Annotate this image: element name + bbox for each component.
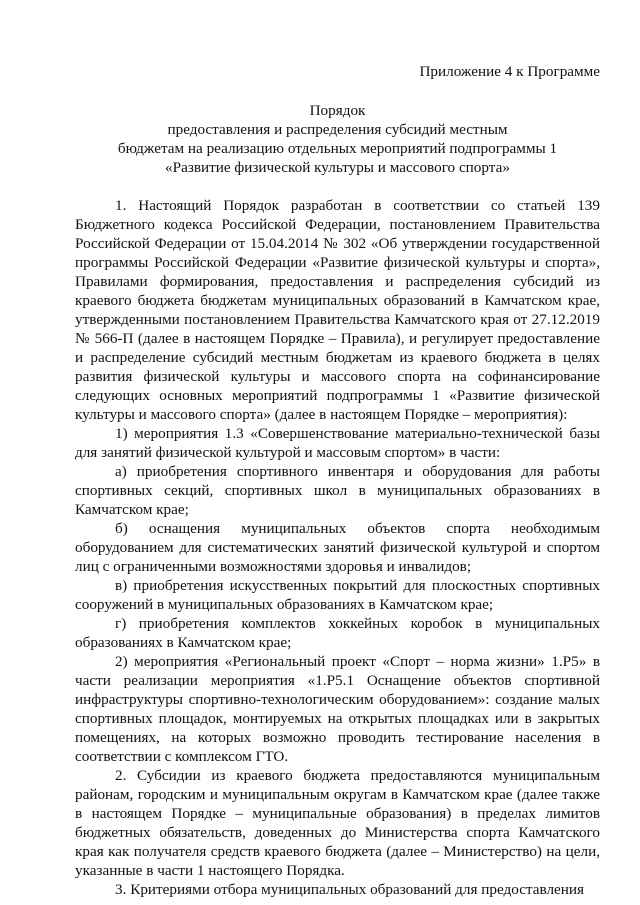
- title-line: бюджетам на реализацию отдельных мероприятий подпрограммы 1: [117, 140, 558, 157]
- paragraph-subitem-v: в) приобретения искусственных покрытий для плоскостных спортивных сооружений в муниципальных образованиях в Камчатском крае;: [75, 577, 600, 613]
- paragraph-2: 2. Субсидии из краевого бюджета предоставляются муниципальным районам, городским и муниципальным округам в Камчатском крае (далее также в настоящем Порядке – муниципальные образования) в пределах лимитов бюджетных обязательств, доведенных до Министерства спорта Камчатского края как получателя средств краевого бюджета (далее – Министерство) на цели, указанные в части 1 настоящего Порядка.: [75, 767, 600, 879]
- paragraph-subitem-g: г) приобретения комплектов хоккейных коробок в муниципальных образованиях в Камчатском крае;: [75, 615, 600, 651]
- title-line: «Развитие физической культуры и массового спорта»: [165, 159, 510, 176]
- paragraph-item-2: 2) мероприятия «Региональный проект «Спорт – норма жизни» 1.Р5» в части реализации мероприятия «1.Р5.1 Оснащение объектов спортивной инфраструктуры спортивно-технологическим оборудованием»: создание малых спортивных площадок, монтируемых на открытых площадках или в закрытых помещениях, на которых возможно проводить тестирование населения в соответствии с комплексом ГТО.: [75, 653, 600, 765]
- document-body: [75, 196, 600, 899]
- title-line: Порядок: [309, 102, 366, 119]
- document-title: [75, 101, 600, 177]
- paragraph-subitem-b: б) оснащения муниципальных объектов спорта необходимым оборудованием для систематических занятий физической культурой и спортом лиц с ограниченными возможностями здоровья и инвалидов;: [75, 520, 600, 575]
- paragraph-1: 1. Настоящий Порядок разработан в соответствии со статьей 139 Бюджетного кодекса Российской Федерации, постановлением Правительства Российской Федерации от 15.04.2014 № 302 «Об утверждении государственной программы Российской Федерации «Развитие физической культуры и спорта», Правилами формирования, предоставления и распределения субсидий из краевого бюджета бюджетам муниципальных образований в Камчатском крае, утвержденными постановлением Правительства Камчатского края от 27.12.2019 № 566-П (далее в настоящем Порядке – Правила), и регулирует предоставление и распределение субсидий местным бюджетам из краевого бюджета в целях развития физической культуры и массового спорта на софинансирование следующих основных мероприятий подпрограммы 1 «Развитие физической культуры и массового спорта» (далее в настоящем Порядке – мероприятия):: [75, 197, 600, 423]
- paragraph-3: 3. Критериями отбора муниципальных образований для предоставления: [115, 881, 585, 898]
- appendix-label: Приложение 4 к Программе: [419, 63, 600, 80]
- paragraph-subitem-a: а) приобретения спортивного инвентаря и оборудования для работы спортивных секций, спортивных школ в муниципальных образованиях в Камчатском крае;: [75, 463, 600, 518]
- title-line: предоставления и распределения субсидий местным: [167, 121, 508, 138]
- paragraph-item-1: 1) мероприятия 1.3 «Совершенствование материально-технической базы для занятий физической культурой и массовым спортом» в части:: [75, 425, 600, 461]
